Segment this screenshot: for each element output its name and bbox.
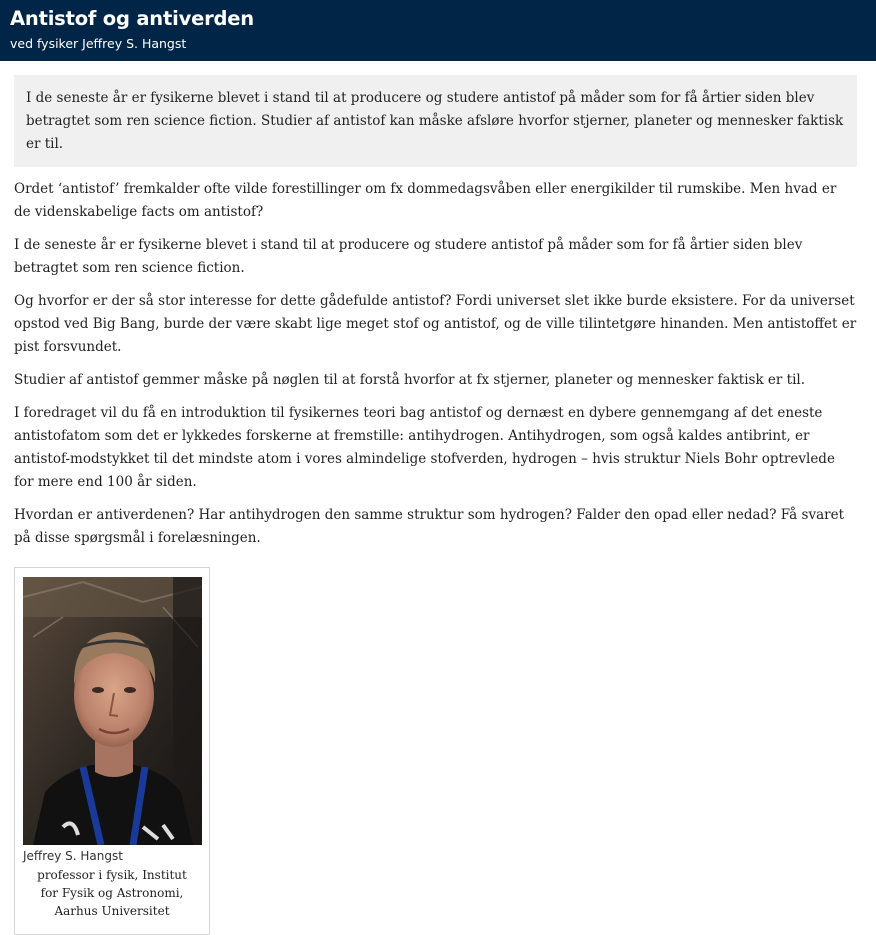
page-title: Antistof og antiverden: [10, 7, 254, 30]
body-paragraph-5: I foredraget vil du få en introduktion til fysikernes teori bag antistof og dernæst en dybere gennemgang af det eneste antistofatom som det er lykkedes forskerne at fremstille: antihydrogen. Antihydrogen, som også kaldes antibrint, er antistof-modstykket til det mindste atom i vores almindelige stofverden, hydrogen – hvis struktur Niels Bohr optrevlede for mere end 100 år siden.: [14, 405, 835, 490]
body-paragraph-3: Og hvorfor er der så stor interesse for dette gådefulde antistof? Fordi universet slet ikke burde eksistere. For da universet opstod ved Big Bang, burde der være skabt lige meget stof og antistof, og de ville tilintetgøre hinanden. Men antistoffet er pist forsvundet.: [14, 293, 857, 355]
speaker-role: professor i fysik, Institut for Fysik og Astronomi, Aarhus Universitet: [37, 868, 187, 918]
page-header: [0, 0, 876, 61]
speaker-photo: [23, 577, 202, 845]
article-content: [0, 61, 876, 935]
speaker-card: [14, 567, 210, 935]
body-paragraph-4: Studier af antistof gemmer måske på nøglen til at forstå hvorfor at fx stjerner, planeter og mennesker faktisk er til.: [14, 372, 806, 388]
body-paragraph-1: Ordet ‘antistof’ fremkalder ofte vilde forestillinger om fx dommedagsvåben eller energikilder til rumskibe. Men hvad er de videnskabelige facts om antistof?: [14, 181, 837, 220]
body-paragraph-2: I de seneste år er fysikerne blevet i stand til at producere og studere antistof på måder som for få årtier siden blev betragtet som ren science fiction.: [14, 237, 803, 276]
lead-paragraph: I de seneste år er fysikerne blevet i stand til at producere og studere antistof på måder som for få årtier siden blev betragtet som ren science fiction. Studier af antistof kan måske afsløre hvorfor stjerner, planeter og mennesker faktisk er til.: [14, 75, 857, 167]
body-paragraph-6: Hvordan er antiverdenen? Har antihydrogen den samme struktur som hydrogen? Falder den opad eller nedad? Få svaret på disse spørgsmål i forelæsningen.: [14, 507, 844, 546]
speaker-name: Jeffrey S. Hangst: [23, 849, 123, 863]
page-subtitle: ved fysiker Jeffrey S. Hangst: [10, 36, 187, 51]
